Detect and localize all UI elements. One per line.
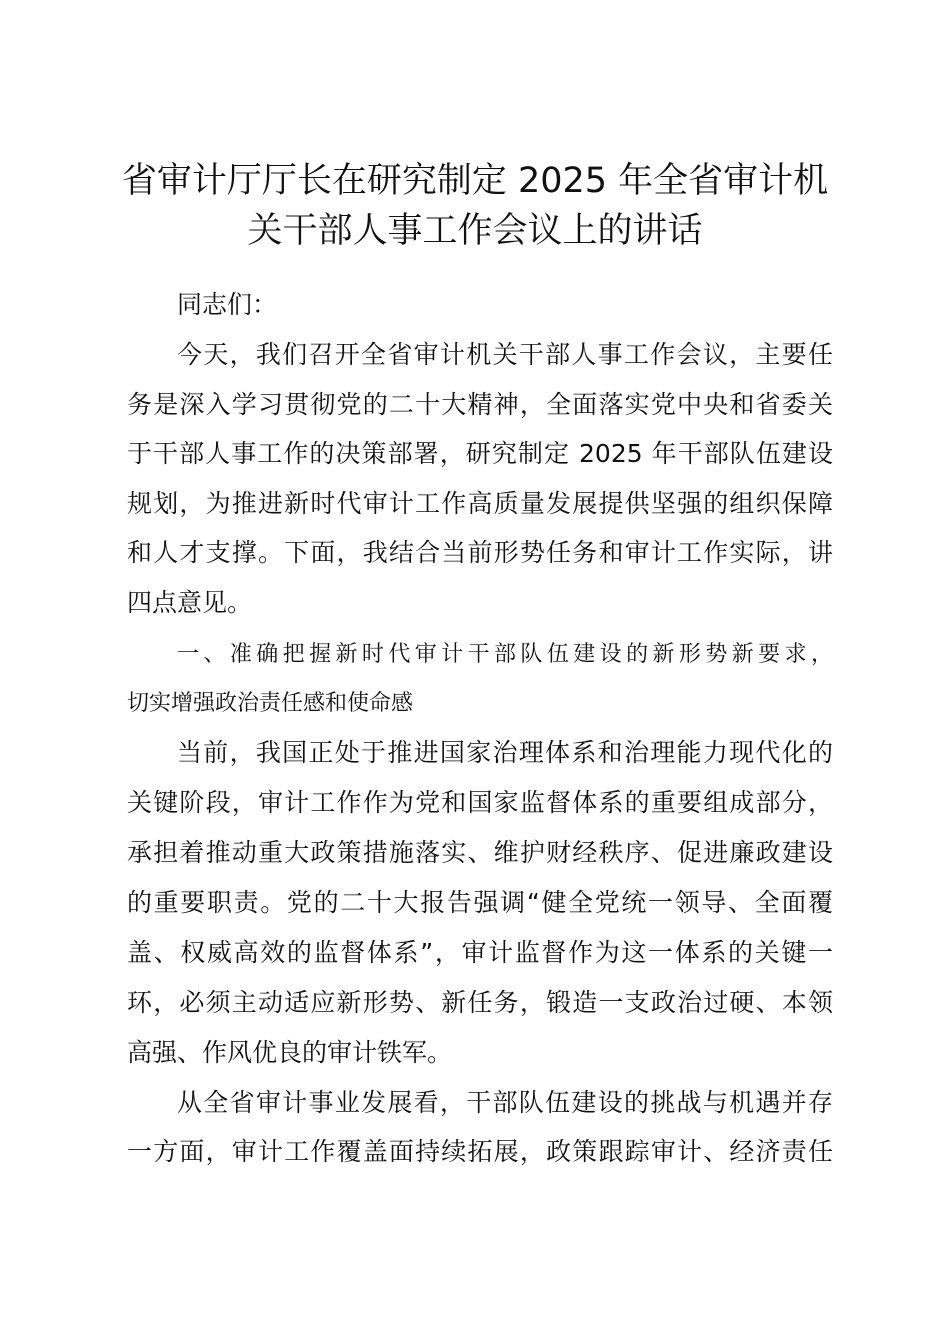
paragraph-line: 四点意见。 (127, 588, 253, 617)
section-heading-line: 切实增强政治责任感和使命感 (127, 691, 414, 716)
paragraph-line: 关键阶段，审计工作作为党和国家监督体系的重要组成部分， (127, 788, 833, 817)
paragraph-line: 于干部人事工作的决策部署，研究制定 2025 年干部队伍建设 (127, 439, 833, 468)
paragraph-line: 规划，为推进新时代审计工作高质量发展提供坚强的组织保障 (127, 489, 833, 518)
paragraph-line: 一方面，审计工作覆盖面持续拓展，政策跟踪审计、经济责任 (127, 1137, 833, 1166)
paragraph-line: 的重要职责。党的二十大报告强调“健全党统一领导、全面覆 (127, 888, 833, 917)
paragraph-line: 从全省审计事业发展看，干部队伍建设的挑战与机遇并存 (177, 1088, 833, 1117)
title-line-1: 省审计厅厅长在研究制定 2025 年全省审计机 (121, 161, 829, 201)
paragraph-line: 当前，我国正处于推进国家治理体系和治理能力现代化的 (177, 738, 833, 767)
title-line-2: 关干部人事工作会议上的讲话 (247, 211, 703, 251)
paragraph-line: 环，必须主动适应新形势、新任务，锻造一支政治过硬、本领 (127, 988, 833, 1017)
paragraph-line: 承担着推动重大政策措施落实、维护财经秩序、促进廉政建设 (127, 838, 833, 867)
section-heading-line: 一、准确把握新时代审计干部队伍建设的新形势新要求， (177, 642, 833, 667)
paragraph-line: 高强、作风优良的审计铁军。 (127, 1038, 453, 1067)
salutation: 同志们： (177, 290, 278, 319)
paragraph-line: 务是深入学习贯彻党的二十大精神，全面落实党中央和省委关 (127, 390, 833, 419)
paragraph-line: 和人才支撑。下面，我结合当前形势任务和审计工作实际，讲 (127, 538, 833, 567)
paragraph-line: 今天，我们召开全省审计机关干部人事工作会议，主要任 (177, 340, 833, 369)
paragraph-line: 盖、权威高效的监督体系”，审计监督作为这一体系的关键一 (127, 938, 833, 967)
document-title (120, 156, 830, 256)
